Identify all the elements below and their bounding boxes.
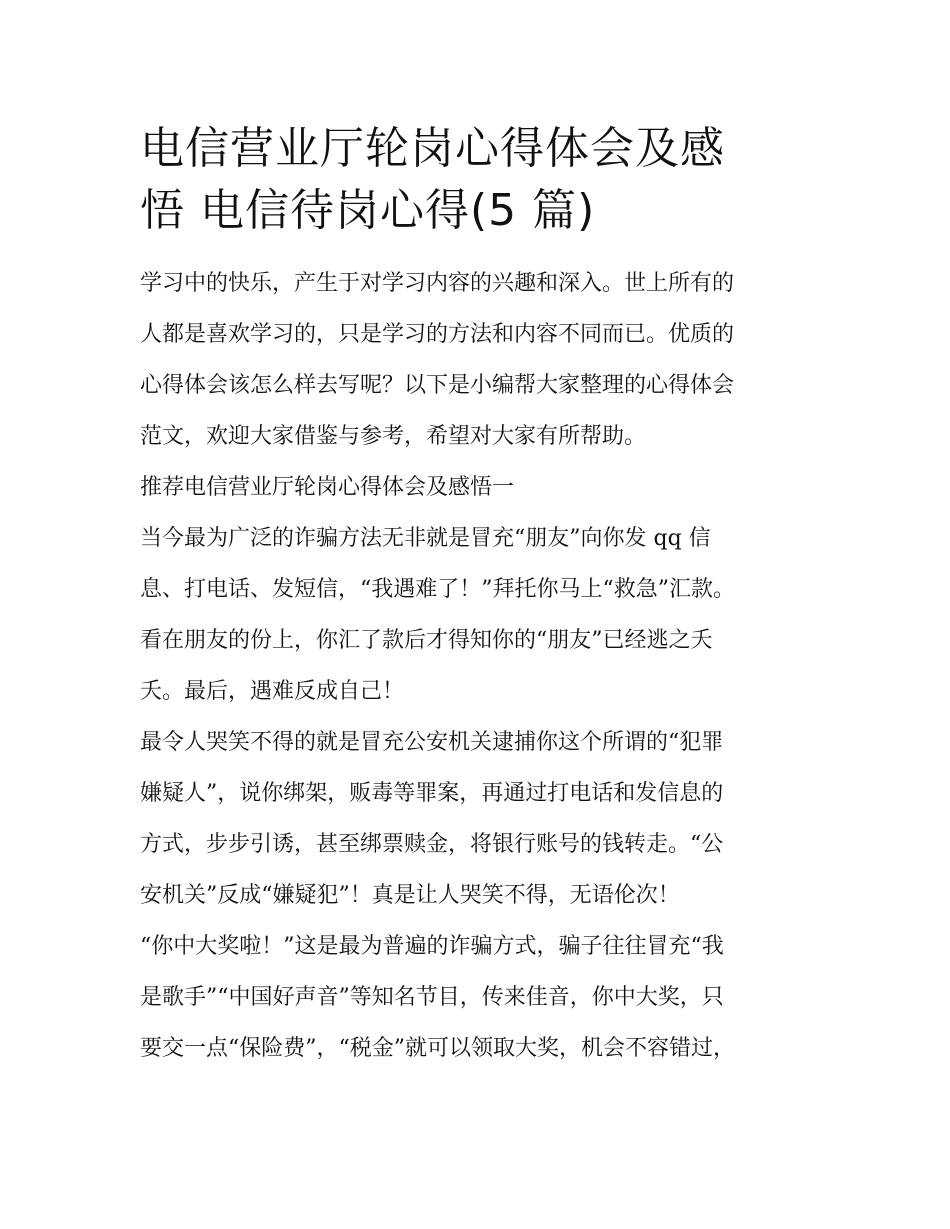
paragraph-friend-scam <box>140 513 812 717</box>
document-content <box>140 118 812 1074</box>
text-line: 嫌疑人”，说你绑架，贩毒等罪案，再通过打电话和发信息的 <box>140 781 724 806</box>
text-line: 安机关”反成“嫌疑犯”！真是让人哭笑不得，无语伦次！ <box>140 883 680 908</box>
text-line: 范文，欢迎大家借鉴与参考，希望对大家有所帮助。 <box>140 424 647 449</box>
paragraph-intro <box>140 258 812 462</box>
text-line: 推荐电信营业厅轮岗心得体会及感悟一 <box>140 475 515 500</box>
title-line: 电信营业厅轮岗心得体会及感 <box>140 123 725 174</box>
section-heading <box>140 462 812 513</box>
text-line: 最令人哭笑不得的就是冒充公安机关逮捕你这个所谓的“犯罪 <box>140 730 724 755</box>
text-line: 要交一点“保险费”，“税金”就可以领取大奖，机会不容错过， <box>140 1036 735 1061</box>
title-line: 悟 电信待岗心得(5 篇) <box>140 185 596 236</box>
document-title <box>140 118 812 242</box>
text-line: 看在朋友的份上，你汇了款后才得知你的“朋友”已经逃之夭 <box>140 628 713 653</box>
paragraph-police-scam <box>140 717 812 921</box>
text-line: 夭。最后，遇难反成自己！ <box>140 679 405 704</box>
text-line: 人都是喜欢学习的，只是学习的方法和内容不同而已。优质的 <box>140 322 735 347</box>
document-body <box>140 258 812 1074</box>
text-line: 是歌手”“中国好声音”等知名节目，传来佳音，你中大奖，只 <box>140 985 724 1010</box>
text-line: 当今最为广泛的诈骗方法无非就是冒充“朋友”向你发 qq 信 <box>140 526 711 551</box>
text-line: “你中大奖啦！”这是最为普遍的诈骗方式，骗子往往冒充“我 <box>140 934 724 959</box>
text-line: 学习中的快乐，产生于对学习内容的兴趣和深入。世上所有的 <box>140 271 735 296</box>
text-line: 方式，步步引诱，甚至绑票赎金，将银行账号的钱转走。“公 <box>140 832 724 857</box>
text-line: 息、打电话、发短信，“我遇难了！”拜托你马上“救急”汇款。 <box>140 577 735 602</box>
text-line: 心得体会该怎么样去写呢？以下是小编帮大家整理的心得体会 <box>140 373 735 398</box>
paragraph-prize-scam <box>140 921 812 1074</box>
